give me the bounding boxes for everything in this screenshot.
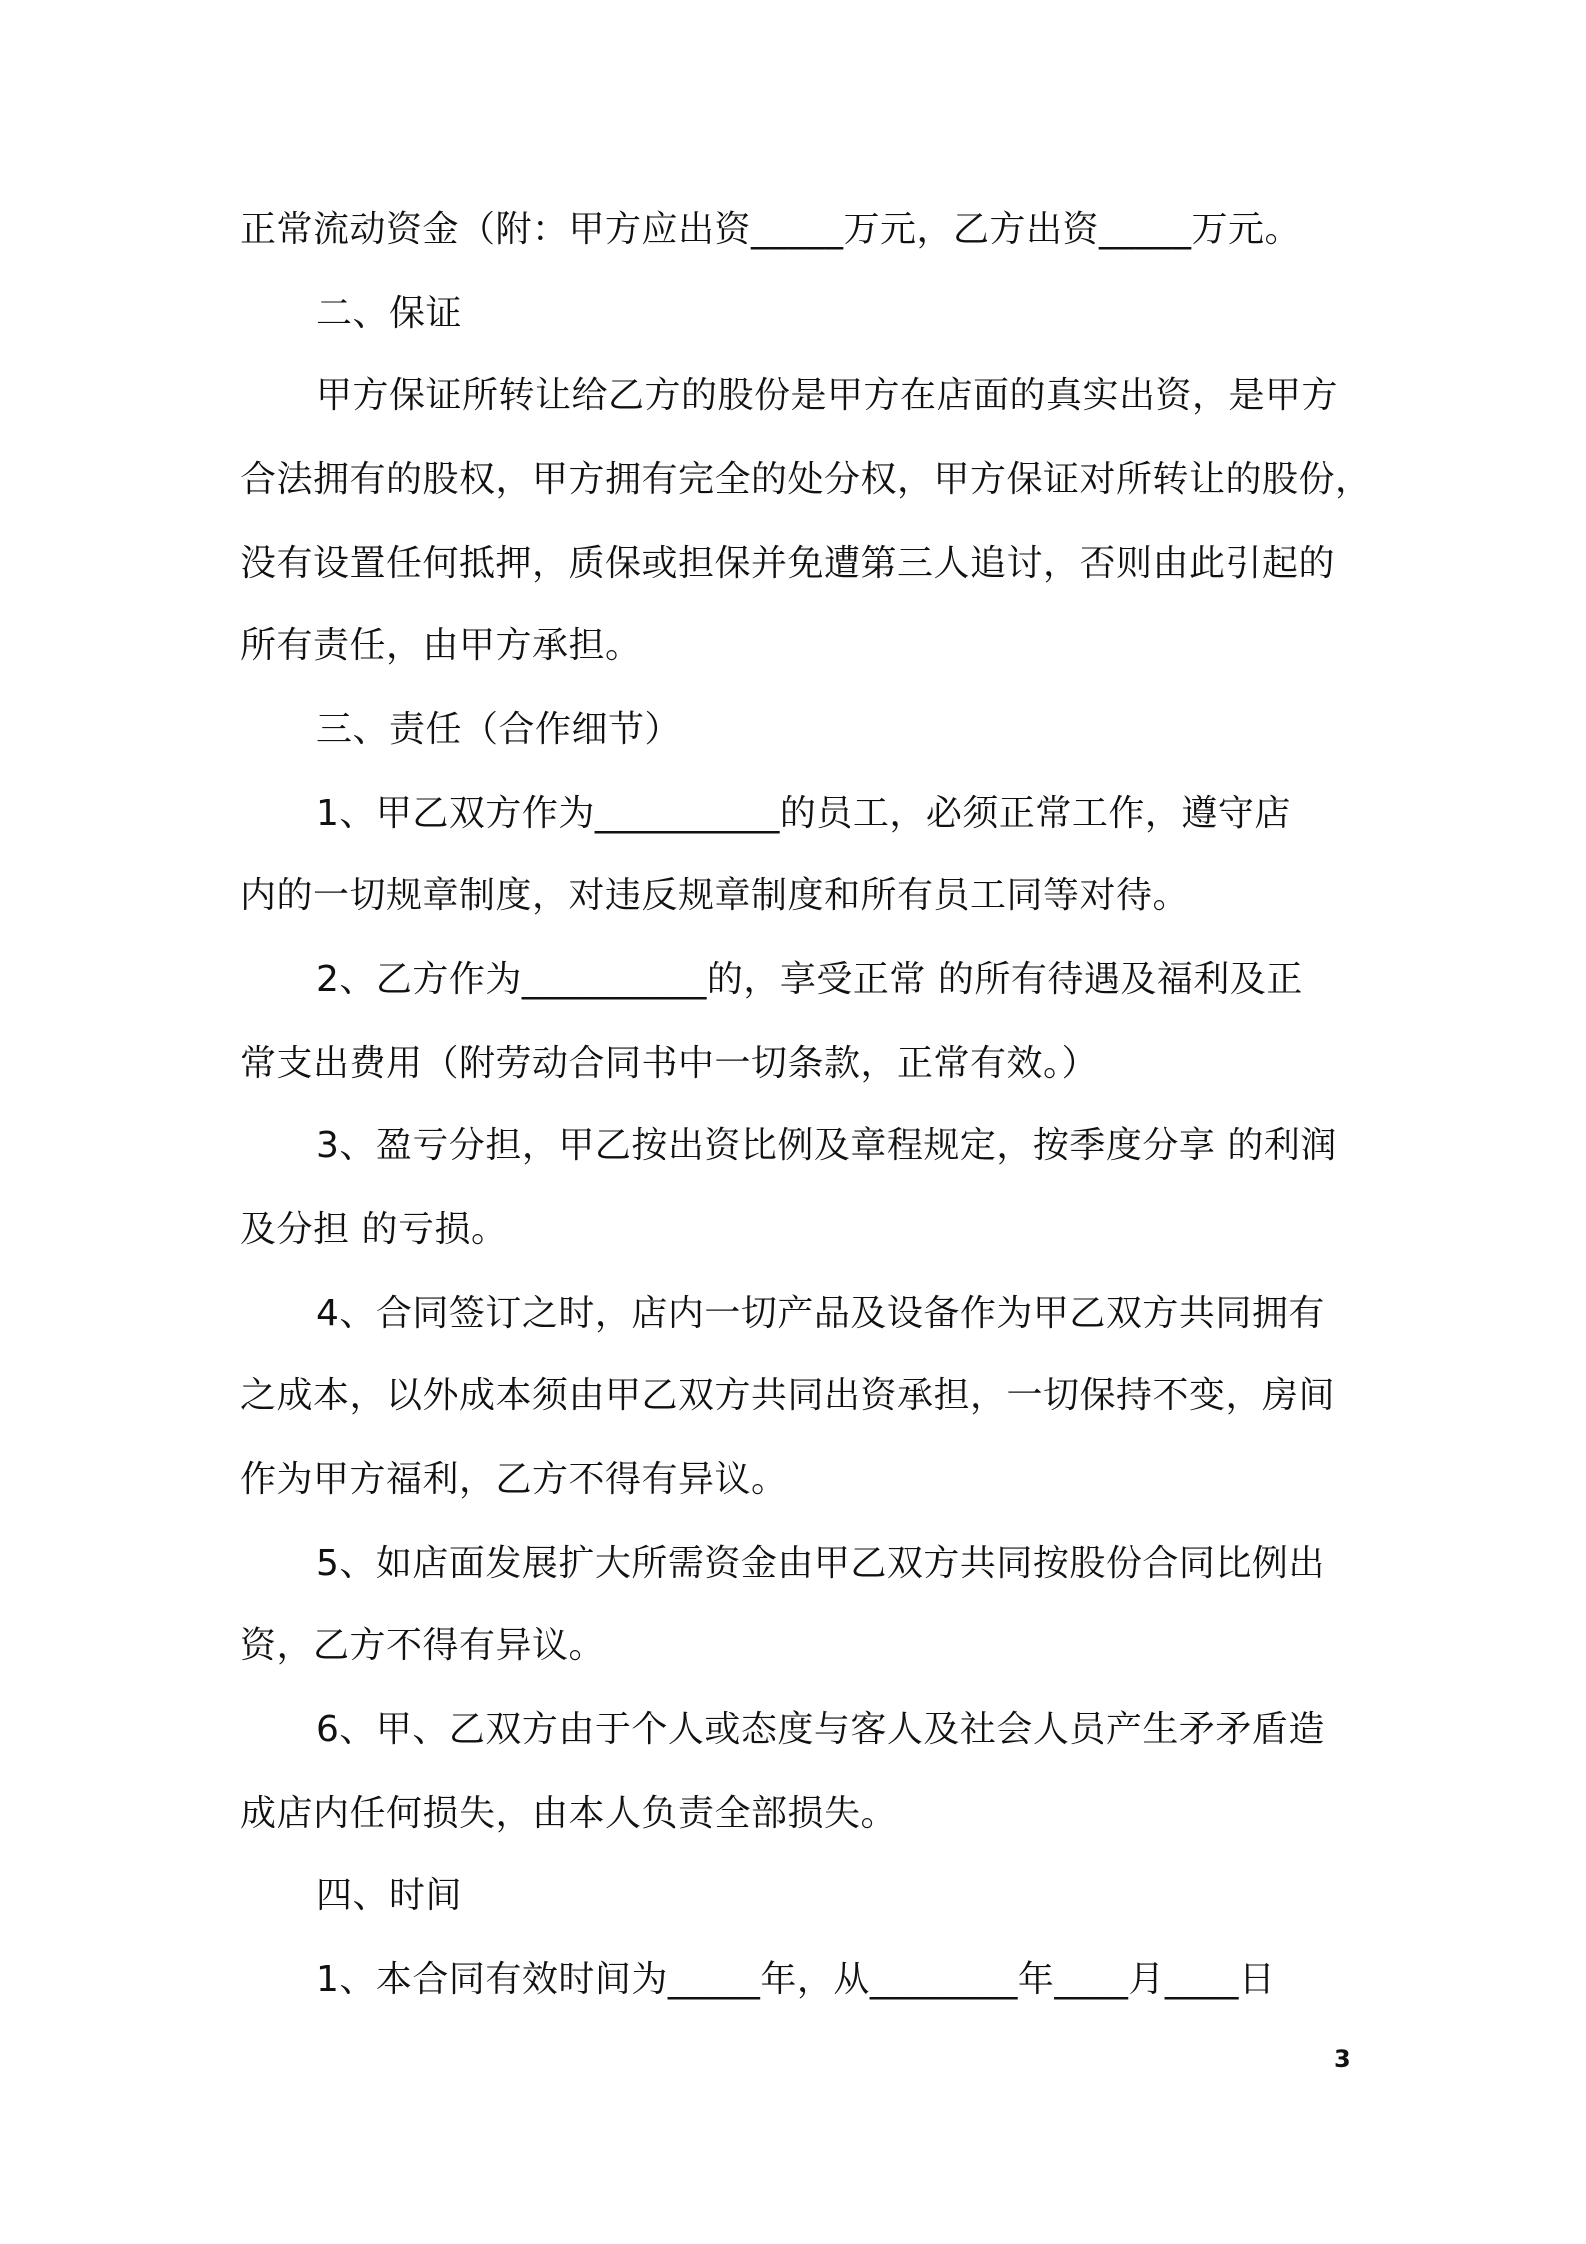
text-line: 之成本，以外成本须由甲乙双方共同出资承担，一切保持不变，房间: [240, 1375, 1336, 1416]
text-line: 正常流动资金（附：甲方应出资_____万元，乙方出资_____万元。: [240, 209, 1302, 250]
text-line: 没有设置任何抵押，质保或担保并免遭第三人追讨，否则由此引起的: [240, 543, 1336, 584]
text-line: 所有责任，由甲方承担。: [240, 625, 642, 666]
text-line: 4、合同签订之时，店内一切产品及设备作为甲乙双方共同拥有: [316, 1293, 1325, 1334]
text-line: 2、乙方作为__________的，享受正常 的所有待遇及福利及正: [316, 959, 1303, 1000]
text-line: 甲方保证所转让给乙方的股份是甲方在店面的真实出资，是甲方: [316, 375, 1339, 416]
text-line: 成店内任何损失，由本人负责全部损失。: [240, 1793, 898, 1834]
text-line: 及分担 的亏损。: [240, 1209, 508, 1250]
text-line: 1、本合同有效时间为_____年，从________年____月____日: [316, 1959, 1276, 2000]
text-line: 6、甲、乙双方由于个人或态度与客人及社会人员产生矛矛盾造: [316, 1709, 1325, 1750]
text-line: 资，乙方不得有异议。: [240, 1625, 606, 1666]
text-line: 内的一切规章制度，对违反规章制度和所有员工同等对待。: [240, 875, 1190, 916]
text-line: 常支出费用（附劳动合同书中一切条款，正常有效。）: [240, 1043, 1099, 1084]
section-heading: 三、责任（合作细节）: [316, 709, 682, 750]
section-heading: 二、保证: [316, 293, 463, 334]
text-line: 合法拥有的股权，甲方拥有完全的处分权，甲方保证对所转让的股份，: [240, 459, 1372, 500]
text-line: 5、如店面发展扩大所需资金由甲乙双方共同按股份合同比例出: [316, 1543, 1325, 1584]
page-number: 3: [1334, 2045, 1351, 2073]
section-heading: 四、时间: [316, 1875, 463, 1916]
text-line: 作为甲方福利，乙方不得有异议。: [240, 1459, 788, 1500]
text-line: 3、盈亏分担，甲乙按出资比例及章程规定，按季度分享 的利润: [316, 1125, 1337, 1166]
text-line: 1、甲乙双方作为__________的员工，必须正常工作，遵守店: [316, 793, 1291, 834]
